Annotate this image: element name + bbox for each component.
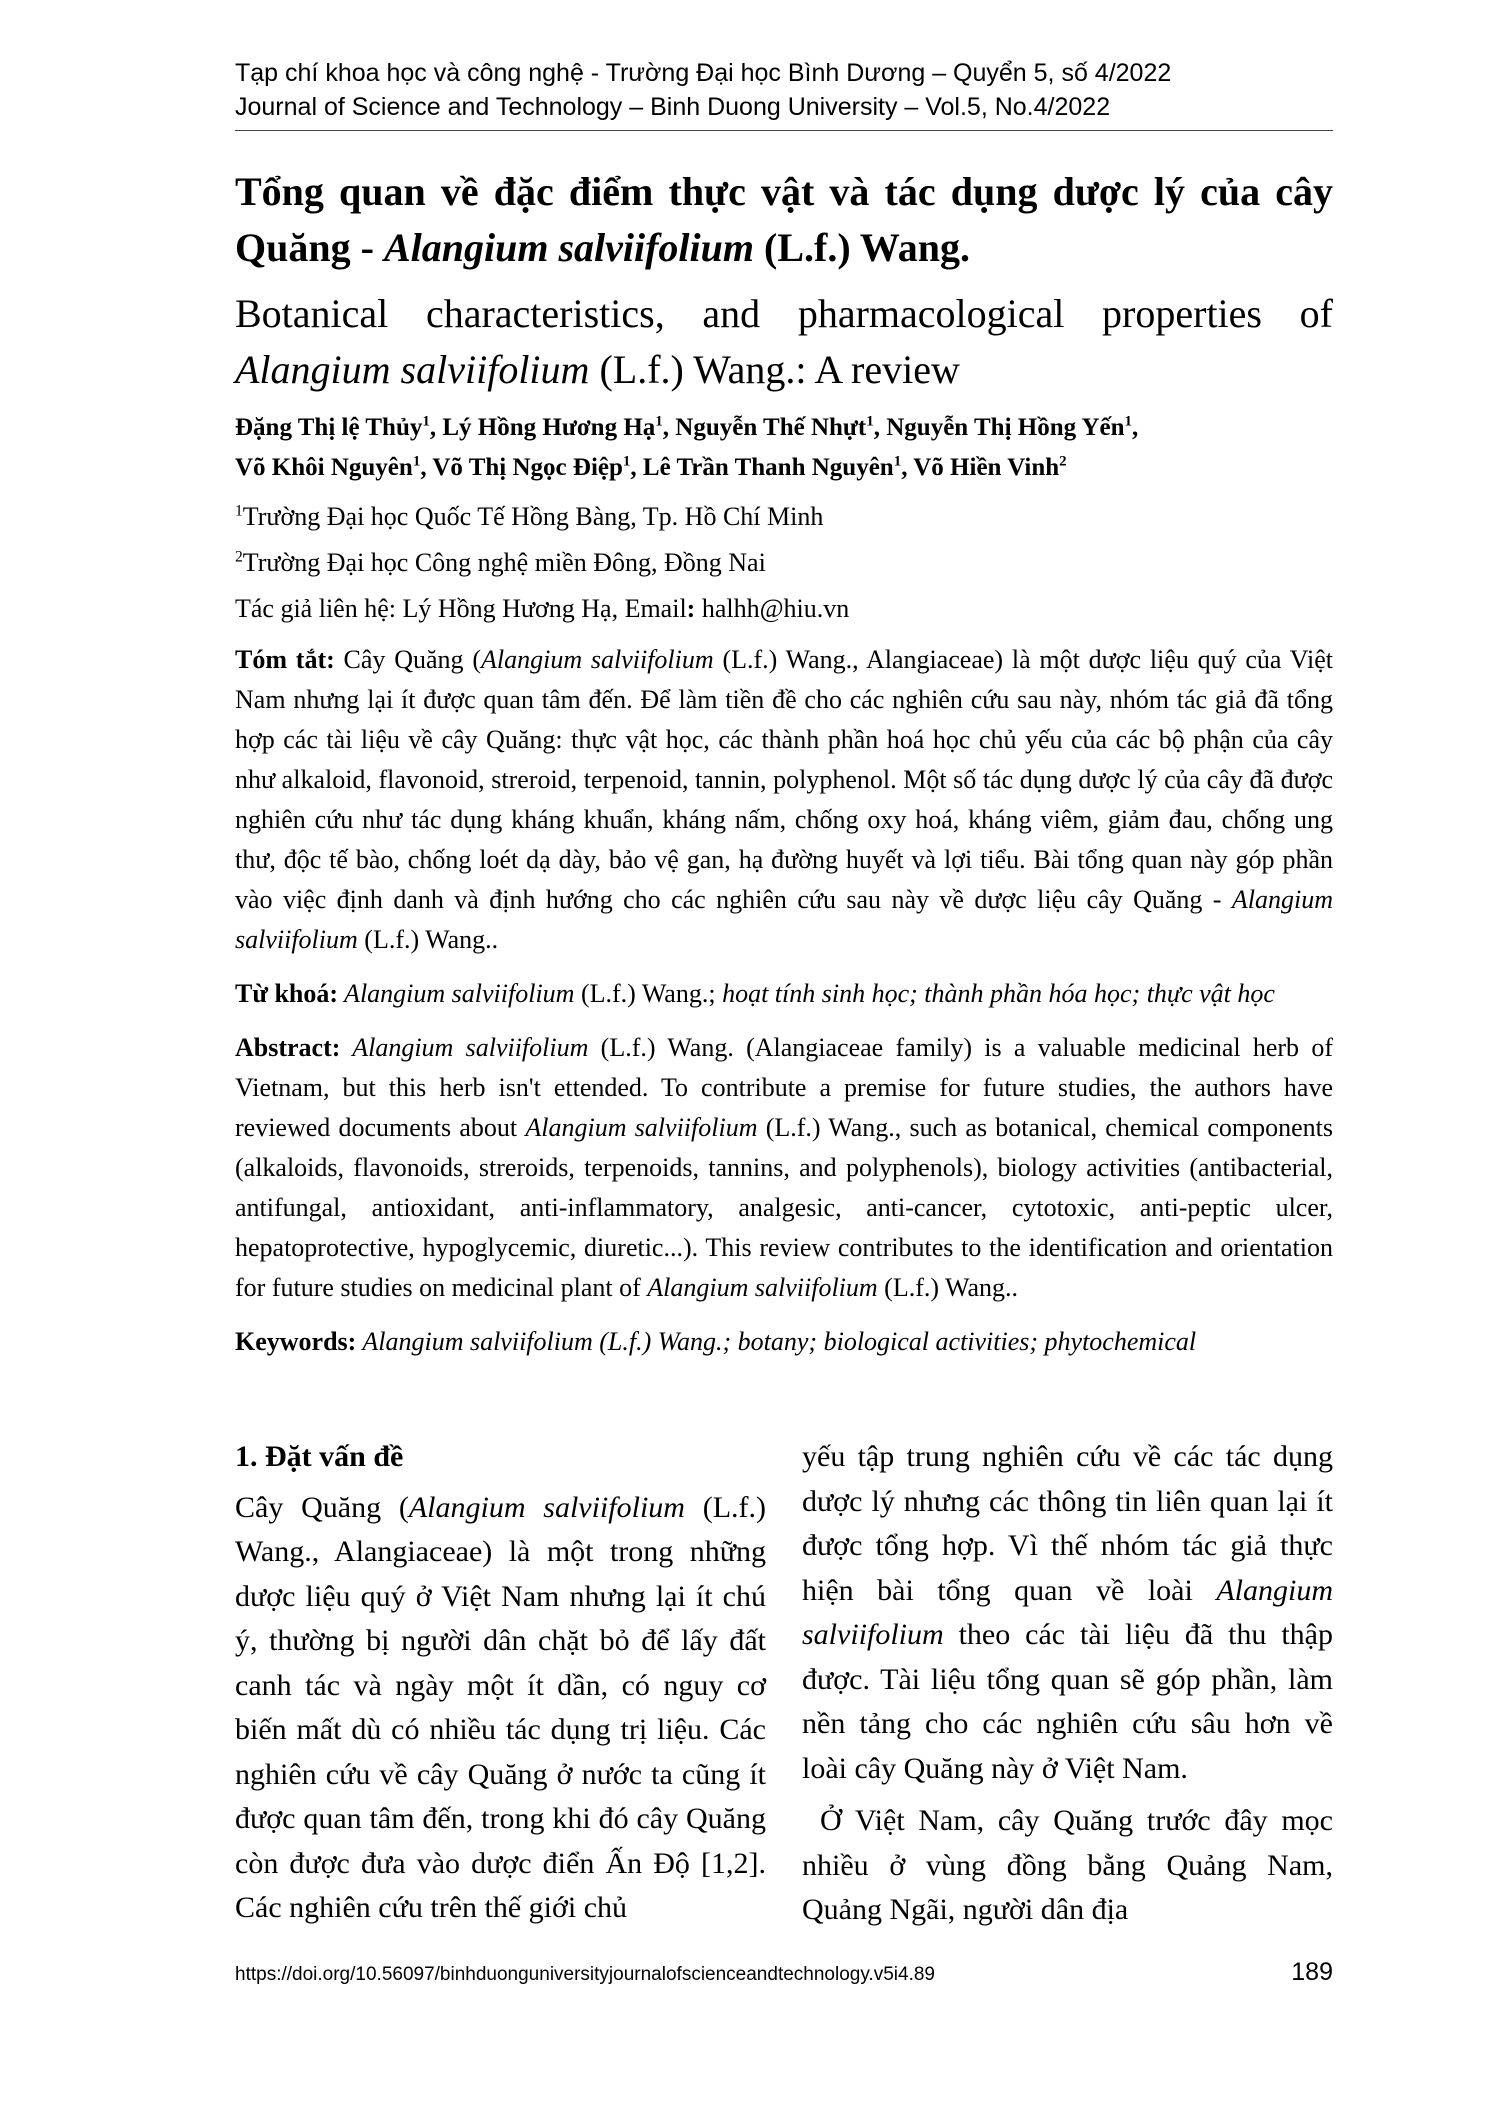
author: Lý Hồng Hương Hạ$^1$, bbox=[442, 413, 676, 441]
title-en-part2: (L.f.) Wang.: A review bbox=[589, 347, 960, 392]
corresponding-author: Tác giả liên hệ: Lý Hồng Hương Hạ, Email: halhh@hiu.vn bbox=[235, 594, 850, 623]
header-divider bbox=[235, 130, 1333, 131]
keywords-english: Keywords: Alangium salviifolium (L.f.) Wang.; botany; biological activities; phytochemical bbox=[235, 1327, 1197, 1356]
journal-header-vi: Tạp chí khoa học và công nghệ - Trường Đại học Bình Dương – Quyển 5, số 4/2022 bbox=[235, 59, 1172, 87]
author: Võ Khôi Nguyên$^1$, bbox=[235, 453, 433, 481]
abstract-english: Abstract: Alangium salviifolium (L.f.) Wang. (Alangiaceae family) is a valuable medicinal herb of Vietnam, but this herb isn't ettended. To contribute a premise for future studies, the authors have reviewed documents about Alangium salviifolium (L.f.) Wang., such as botanical, chemical components (alkaloids, flavonoids, streroids, terpenoids, tannins, and polyphenols), biology activities (antibacterial, antifungal, antioxidant, anti-inflammatory, analgesic, anti-cancer, cytotoxic, anti-peptic ulcer, hepatoprotective, hypoglycemic, diuretic...). This review contributes to the identification and orientation for future studies on medicinal plant of Alangium salviifolium (L.f.) Wang.. bbox=[235, 1033, 1333, 1302]
keywords-vi-label: Từ khoá: bbox=[235, 979, 339, 1008]
page-number: 189 bbox=[1291, 1958, 1333, 1986]
summary-label: Tóm tắt: bbox=[235, 645, 335, 674]
title-vietnamese bbox=[235, 164, 1333, 276]
title-vi-species: Alangium salviifolium bbox=[383, 225, 755, 270]
journal-header-en: Journal of Science and Technology – Binh Duong University – Vol.5, No.4/2022 bbox=[235, 93, 1111, 121]
contact-email[interactable]: halhh@hiu.vn bbox=[695, 594, 850, 623]
title-en-species: Alangium salviifolium bbox=[235, 347, 590, 392]
keywords-en-label: Keywords: bbox=[235, 1327, 357, 1356]
abstract-label: Abstract: bbox=[235, 1033, 341, 1062]
title-english bbox=[235, 286, 1333, 398]
affiliation-1: $^1$Trường Đại học Quốc Tế Hồng Bàng, Tp. Hồ Chí Minh bbox=[235, 502, 824, 531]
journal-header bbox=[235, 56, 1171, 124]
author: Nguyễn Thị Hồng Yến$^1$, bbox=[886, 413, 1139, 441]
title-vi-part2: (L.f.) Wang. bbox=[754, 225, 970, 270]
author-list bbox=[235, 408, 1333, 488]
section-heading: 1. Đặt vấn đề bbox=[235, 1440, 404, 1473]
title-vi-part1: Tổng quan về đặc điểm thực vật và tác dụng dược lý của cây Quăng - bbox=[235, 169, 1333, 270]
author: Nguyễn Thế Nhựt$^1$, bbox=[675, 413, 887, 441]
doi-link[interactable]: https://doi.org/10.56097/binhduonguniversityjournalofscienceandtechnology.v5i4.89 bbox=[235, 1964, 935, 1985]
author: Lê Trần Thanh Nguyên$^1$, bbox=[642, 453, 914, 481]
title-en-part1: Botanical characteristics, and pharmacological properties of bbox=[235, 291, 1333, 336]
left-column bbox=[235, 1435, 766, 1931]
keywords-vietnamese: Từ khoá: Alangium salviifolium (L.f.) Wang.; hoạt tính sinh học; thành phần hóa học; thực vật học bbox=[235, 979, 1275, 1008]
front-matter bbox=[235, 164, 1333, 1362]
intro-paragraph-2: Ở Việt Nam, cây Quăng trước đây mọc nhiều ở vùng đồng bằng Quảng Nam, Quảng Ngãi, người dân địa bbox=[802, 1804, 1333, 1926]
intro-paragraph-1-cont: yếu tập trung nghiên cứu về các tác dụng dược lý nhưng các thông tin liên quan lại ít được tổng hợp. Vì thế nhóm tác giả thực hiện bài tổng quan về loài Alangium salviifolium theo các tài liệu đã thu thập được. Tài liệu tổng quan sẽ góp phần, làm nền tảng cho các nghiên cứu sâu hơn về loài cây Quăng này ở Việt Nam. bbox=[802, 1440, 1333, 1785]
right-column bbox=[802, 1435, 1333, 1933]
affiliation-2: $^2$Trường Đại học Công nghệ miền Đông, Đồng Nai bbox=[235, 548, 766, 577]
author: Võ Thị Ngọc Điệp$^1$, bbox=[432, 453, 643, 481]
summary-vietnamese: Tóm tắt: Cây Quăng (Alangium salviifolium (L.f.) Wang., Alangiaceae) là một dược liệu quý của Việt Nam nhưng lại ít được quan tâm đến. Để làm tiền đề cho các nghiên cứu sau này, nhóm tác giả đã tổng hợp các tài liệu về cây Quăng: thực vật học, các thành phần hoá học chủ yếu của các bộ phận của cây như alkaloid, flavonoid, streroid, terpenoid, tannin, polyphenol. Một số tác dụng dược lý của cây đã được nghiên cứu như tác dụng kháng khuẩn, kháng nấm, chống oxy hoá, kháng viêm, giảm đau, chống ung thư, độc tế bào, chống loét dạ dày, bảo vệ gan, hạ đường huyết và lợi tiểu. Bài tổng quan này góp phần vào việc định danh và định hướng cho các nghiên cứu sau này về dược liệu cây Quăng - Alangium salviifolium (L.f.) Wang.. bbox=[235, 645, 1333, 954]
author: Đặng Thị lệ Thủy$^1$, bbox=[235, 413, 443, 441]
author: Võ Hiền Vinh$^2$ bbox=[913, 453, 1067, 481]
intro-paragraph-1: Cây Quăng (Alangium salviifolium (L.f.) Wang., Alangiaceae) là một trong những dược liệu quý ở Việt Nam nhưng lại ít chú ý, thường bị người dân chặt bỏ để lấy đất canh tác và ngày một ít dần, có nguy cơ biến mất dù có nhiều tác dụng trị liệu. Các nghiên cứu về cây Quăng ở nước ta cũng ít được quan tâm đến, trong khi đó cây Quăng còn được đưa vào dược điển Ấn Độ [1,2]. Các nghiên cứu trên thế giới chủ bbox=[235, 1490, 767, 1924]
